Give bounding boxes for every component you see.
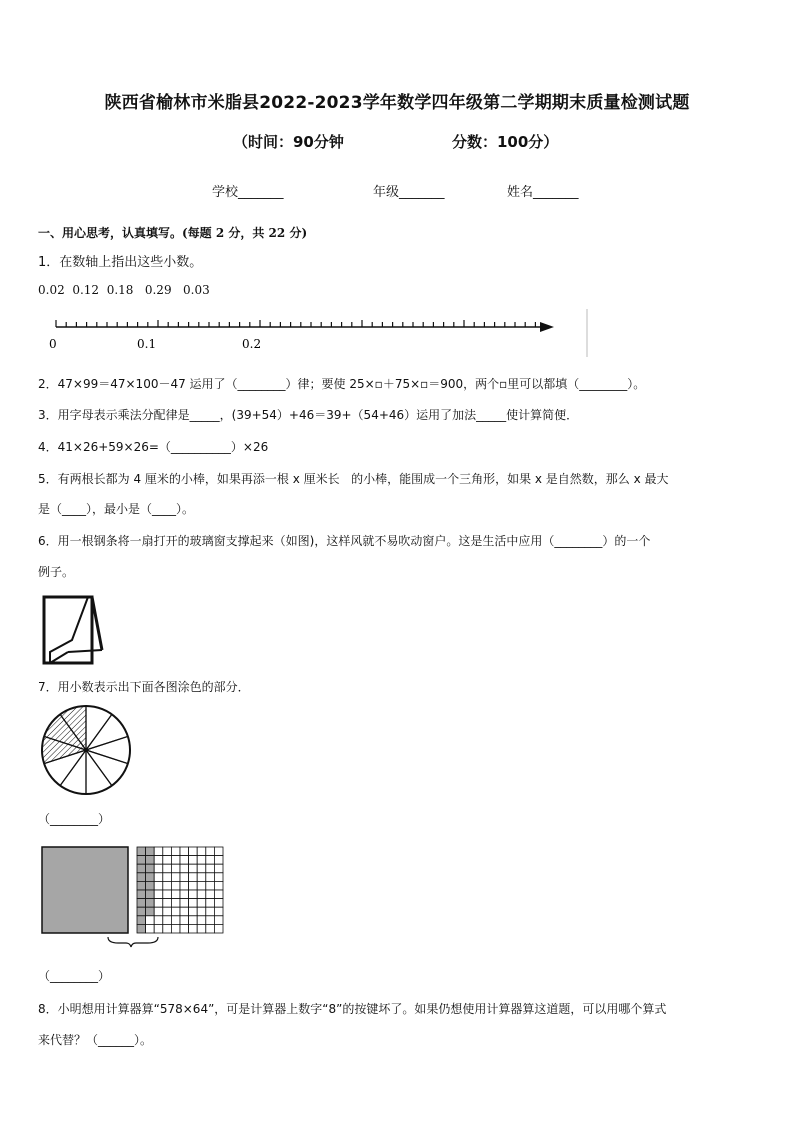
question-3: 3．用字母表示乘法分配律是_____，(39+54）+46＝39+（54+46）运用了加法_____使计算简便．: [38, 408, 579, 422]
question-8-line-2: 来代替？（______）。: [38, 1033, 153, 1047]
shaded-grid-cell: [146, 899, 155, 908]
shaded-grid-cell: [146, 847, 155, 856]
question-6-line-1: 6．用一根钢条将一扇打开的玻璃窗支撑起来（如图)，这样风就不易吹动窗户。这是生活中应用（________）的一个: [38, 534, 651, 548]
section-heading: 一、用心思考，认真填写。(每题 2 分，共 22 分): [38, 226, 308, 240]
grade-field: 年级_______: [373, 185, 445, 200]
grid-cell: [180, 916, 189, 925]
sector: [86, 750, 128, 786]
grid-cell: [214, 873, 223, 882]
grid-cell: [180, 856, 189, 865]
grid-cell: [197, 916, 206, 925]
grid-cell: [163, 916, 172, 925]
question-7-blank-1: （________）: [38, 812, 111, 826]
grid-cell: [163, 864, 172, 873]
exam-time: （时间：90分钟: [233, 133, 344, 151]
grid-cell: [197, 881, 206, 890]
grid-cell: [163, 873, 172, 882]
grid-cell: [163, 881, 172, 890]
page-title: 陕西省榆林市米脂县2022-2023学年数学四年级第二学期期末质量检测试题: [104, 93, 690, 113]
grid-cell: [180, 847, 189, 856]
shaded-grid-cell: [146, 856, 155, 865]
brace: [108, 937, 158, 947]
grid-cell: [180, 864, 189, 873]
grid-cell: [146, 924, 155, 933]
grid-cell: [180, 899, 189, 908]
question-1: 1．在数轴上指出这些小数。: [38, 255, 203, 270]
grid-cell: [189, 873, 198, 882]
shaded-grid-cell: [137, 864, 146, 873]
grid-cell: [171, 899, 180, 908]
grid-cell: [189, 856, 198, 865]
grid-cell: [197, 864, 206, 873]
number-line-ticks: [56, 320, 535, 327]
grid-cell: [154, 907, 163, 916]
grid-cell: [163, 890, 172, 899]
number-line-figure: [40, 305, 600, 360]
window-figure: [40, 592, 110, 670]
grid-cell: [154, 881, 163, 890]
grid-cell: [197, 890, 206, 899]
grid-cell: [189, 864, 198, 873]
shaded-grid-cell: [137, 856, 146, 865]
grid-cell: [154, 873, 163, 882]
question-4: 4．41×26+59×26=（__________）×26: [38, 440, 269, 454]
grid-cell: [163, 856, 172, 865]
grid-cell: [189, 890, 198, 899]
grid-cell: [154, 856, 163, 865]
grid-cell: [197, 907, 206, 916]
grid-cell: [197, 856, 206, 865]
grid-cell: [206, 890, 215, 899]
grid-figure: [40, 843, 230, 953]
grid-cell: [180, 873, 189, 882]
grid-cell: [214, 864, 223, 873]
grid-cell: [214, 907, 223, 916]
grid-cell: [214, 881, 223, 890]
grid-cell: [206, 907, 215, 916]
grid-cell: [171, 873, 180, 882]
grid-cell: [197, 924, 206, 933]
name-field: 姓名_______: [507, 185, 579, 200]
grid-cell: [180, 890, 189, 899]
grid-cell: [163, 899, 172, 908]
shaded-grid-cell: [146, 864, 155, 873]
grid-cell: [171, 907, 180, 916]
grid-cell: [189, 899, 198, 908]
grid-cell: [163, 924, 172, 933]
shaded-grid-cell: [137, 890, 146, 899]
grid-cell: [180, 907, 189, 916]
shaded-grid-cell: [146, 890, 155, 899]
grid-cell: [154, 864, 163, 873]
grid-cell: [154, 890, 163, 899]
exam-score: 分数：100分）: [452, 133, 559, 151]
grid-cell: [171, 864, 180, 873]
grid-cell: [154, 899, 163, 908]
grid-cell: [171, 847, 180, 856]
grid-cell: [206, 916, 215, 925]
number-line-label-0.2: 0.2: [242, 337, 262, 351]
grid-cell: [146, 916, 155, 925]
shaded-grid-cell: [137, 899, 146, 908]
question-5-line-1: 5．有两根长都为 4 厘米的小棒，如果再添一根 x 厘米长 的小棒，能围成一个三角形，如果 x 是自然数，那么 x 最大: [38, 472, 669, 486]
shaded-grid-cell: [137, 907, 146, 916]
grid-cell: [171, 924, 180, 933]
question-7: 7．用小数表示出下面各图涂色的部分．: [38, 680, 250, 694]
shaded-grid-cell: [137, 847, 146, 856]
grid-cell: [171, 916, 180, 925]
shaded-grid-cell: [146, 873, 155, 882]
school-field: 学校_______: [212, 185, 284, 200]
question-7-blank-2: （________）: [38, 969, 111, 983]
shaded-grid-cell: [137, 881, 146, 890]
grid-cell: [206, 856, 215, 865]
number-line-arrow: [540, 322, 554, 332]
question-2: 2．47×99＝47×100－47 运用了（________）律；要使 25×▫＋75×▫＝900，两个▫里可以都填（________）。: [38, 377, 646, 391]
shaded-grid-cell: [137, 873, 146, 882]
sector: [86, 714, 128, 750]
grid-cell: [214, 899, 223, 908]
grid-cell: [163, 847, 172, 856]
grid-cell: [154, 916, 163, 925]
grid-cell: [171, 856, 180, 865]
question-5-line-2: 是（____），最小是（____）。: [38, 502, 195, 516]
grid-cell: [189, 916, 198, 925]
grid-cell: [206, 881, 215, 890]
grid-cell: [214, 847, 223, 856]
grid-cell: [197, 873, 206, 882]
grid-cell: [189, 847, 198, 856]
grid-cell: [206, 873, 215, 882]
circle-figure: [40, 704, 136, 800]
number-line-label-0: 0: [49, 337, 57, 351]
grid-cell: [206, 864, 215, 873]
grid-cell: [214, 890, 223, 899]
grid-cell: [154, 924, 163, 933]
grid-cell: [189, 924, 198, 933]
question-1-numbers: 0.02 0.12 0.18 0.29 0.03: [38, 283, 210, 297]
grid-cell: [189, 881, 198, 890]
grid-cell: [189, 907, 198, 916]
grid-cell: [163, 907, 172, 916]
grid-cell: [180, 924, 189, 933]
question-6-line-2: 例子。: [38, 565, 75, 579]
grid-cell: [214, 916, 223, 925]
shaded-grid-cell: [146, 907, 155, 916]
shaded-grid-cell: [137, 916, 146, 925]
shaded-grid-cell: [137, 924, 146, 933]
grid-cell: [197, 899, 206, 908]
grid-cell: [180, 881, 189, 890]
grid-cell: [214, 856, 223, 865]
grid-cell: [206, 847, 215, 856]
hundred-grid: [137, 847, 223, 933]
grid-cell: [206, 924, 215, 933]
grid-cell: [171, 890, 180, 899]
grid-cell: [214, 924, 223, 933]
grid-cell: [197, 847, 206, 856]
question-8-line-1: 8．小明想用计算器算“578×64”，可是计算器上数字“8”的按键坏了。如果仍想使用计算器算这道题，可以用哪个算式: [38, 1002, 667, 1016]
shaded-grid-cell: [146, 881, 155, 890]
grid-cell: [171, 881, 180, 890]
grid-cell: [206, 899, 215, 908]
grid-cell: [154, 847, 163, 856]
shaded-square: [42, 847, 128, 933]
number-line-label-0.1: 0.1: [137, 337, 157, 351]
